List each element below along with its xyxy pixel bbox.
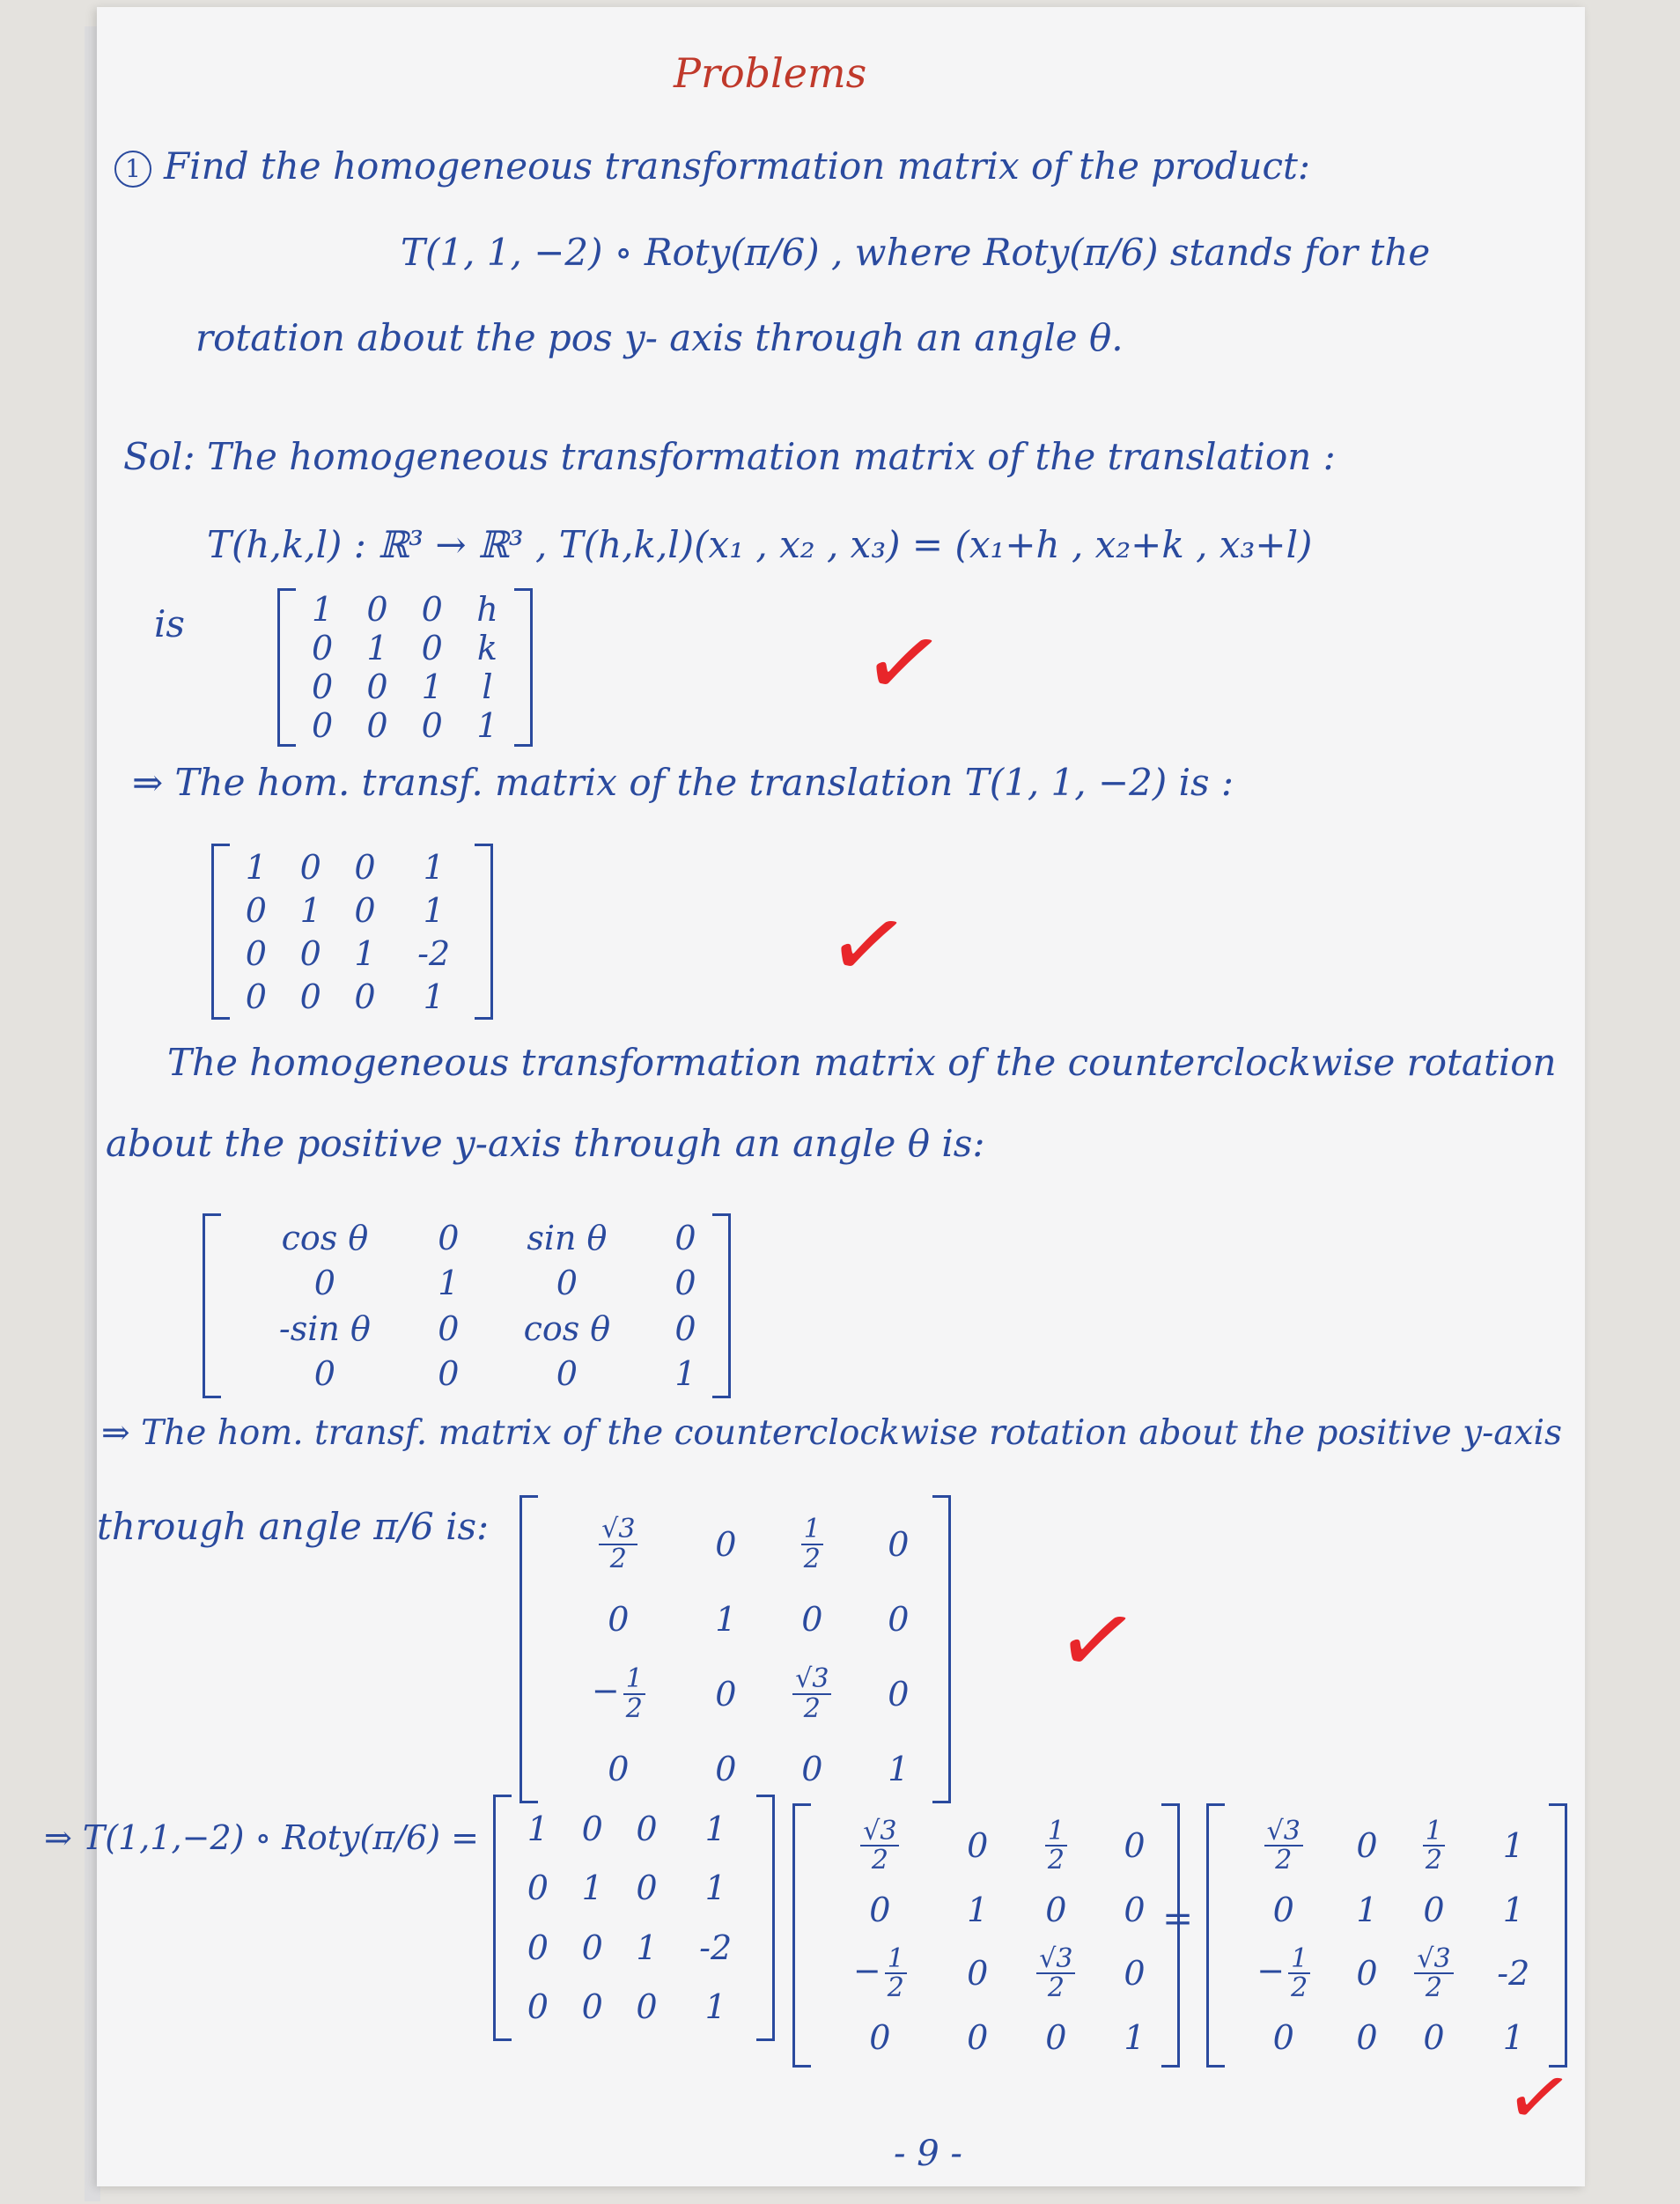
matrix-cell: 0 [1272,1890,1294,1929]
matrix-cell: 0 [299,847,321,887]
matrix-cell: 0 [366,667,388,706]
matrix-cell: 0 [438,1218,460,1257]
fraction [1045,1815,1067,1876]
matrix-cell [1224,1935,1344,2011]
matrix-cell: 0 [313,1354,335,1394]
fraction-denominator: 2 [1425,1845,1442,1876]
rotation-specific-line-1: ⇒ The hom. transf. matrix of the counterclockwise rotation about the positive y-axis [101,1413,1563,1453]
rotation-line-1: The homogeneous transformation matrix of the counterclockwise rotation [167,1041,1557,1084]
matrix-cell: 1 [423,890,445,930]
matrix-cell: 1 [1502,2017,1524,2057]
matrix-cell: 1 [421,667,443,706]
matrix-cell: 0 [245,933,267,973]
matrix-cell: 0 [967,1826,989,1866]
matrix-cell: 0 [312,706,334,745]
product-result-matrix [1206,1803,1567,2068]
solution-line: Sol: The homogeneous transformation matrix of the translation : [123,435,1336,478]
bracket-left [493,1795,512,2041]
matrix-cell: 1 [438,1264,460,1303]
page-number: - 9 - [894,2134,962,2174]
matrix-cell: 0 [1423,2017,1445,2057]
matrix-cell: 0 [299,933,321,973]
fraction-numerator: 1 [1045,1817,1067,1847]
matrix-cell: 0 [1423,1890,1445,1929]
hom-translation-line: ⇒ The hom. transf. matrix of the translation T(1, 1, −2) is : [132,761,1234,804]
matrix-cell: 0 [801,1599,823,1639]
matrix-cell: 0 [354,977,376,1016]
bracket-left [277,588,296,747]
product-factor-rotation [792,1803,1180,2068]
matrix-cell: 0 [299,977,321,1016]
bracket-right [756,1795,775,2041]
matrix-cell: 1 [1502,1826,1524,1866]
matrix-cell: 0 [715,1674,737,1714]
equals-sign: = [1162,1897,1194,1940]
matrix-cell [1006,1935,1107,2011]
matrix-cell: 1 [888,1749,910,1788]
matrix-cell: 0 [888,1674,910,1714]
bracket-right [712,1213,731,1398]
check-mark-2: ✓ [818,881,918,1008]
matrix-cell: 0 [581,1987,603,2027]
matrix-cell: 0 [1356,1826,1378,1866]
matrix-cell: 0 [527,1869,549,1908]
matrix-cell: 0 [245,977,267,1016]
matrix-cell: 0 [636,1987,658,2027]
matrix-cell: cos θ [281,1218,369,1257]
matrix-cell [542,1500,696,1589]
matrix-cell: 0 [527,1928,549,1967]
matrix-cell: 0 [608,1749,630,1788]
matrix-cell: 1 [366,629,388,667]
check-mark-3: ✓ [1047,1577,1147,1704]
matrix-cell: l [482,667,493,706]
matrix-cell: 0 [1356,2017,1378,2057]
matrix-cell: 0 [801,1749,823,1788]
matrix-cell [810,1808,950,1883]
fraction-numerator: √3 [860,1817,899,1847]
matrix-cell: 0 [1124,1890,1146,1929]
matrix-cell [1390,1808,1477,1883]
bracket-right [932,1495,951,1803]
matrix-cell: 0 [715,1749,737,1788]
fraction-denominator: 2 [871,1845,888,1876]
matrix-cell: 1 [1124,2017,1146,2057]
fraction-numerator: √3 [1414,1945,1453,1975]
matrix-cell: 0 [1272,2017,1294,2057]
matrix-cell: 0 [556,1354,578,1394]
matrix-cell [756,1649,868,1738]
matrix-cell: 1 [1356,1890,1378,1929]
matrix-cell: 0 [421,706,443,745]
matrix-cell: 0 [527,1987,549,2027]
rotation-pi6-matrix [519,1495,951,1803]
rotation-general-matrix [203,1213,731,1398]
matrix-cell: 0 [438,1308,460,1348]
fraction-numerator: √3 [792,1665,831,1695]
matrix-cell: 0 [581,1928,603,1967]
matrix-cell: 1 [1502,1890,1524,1929]
matrix-cell [1006,1808,1107,1883]
fraction [1256,1942,1310,2004]
fraction-denominator: 2 [887,1972,904,2004]
fraction-denominator: 2 [1275,1845,1293,1876]
matrix-cell: 1 [715,1599,737,1639]
matrix-cell: 0 [674,1264,696,1303]
matrix-cell: 1 [636,1928,658,1967]
matrix-cell: 0 [421,629,443,667]
matrix-cell: 1 [423,847,445,887]
matrix-cell: sin θ [527,1218,608,1257]
bracket-right [475,844,493,1020]
fraction-denominator: 2 [1047,1972,1065,2004]
fraction [1414,1942,1453,2004]
fraction-denominator: 2 [1291,1972,1308,2004]
translation-general-matrix [277,588,533,747]
matrix-cell: 0 [608,1599,630,1639]
fraction-numerator: 1 [885,1945,907,1975]
matrix-cell: 0 [556,1264,578,1303]
fraction [1423,1815,1445,1876]
matrix-cell [1390,1935,1477,2011]
matrix-cell: 0 [421,590,443,629]
matrix-cell: h [476,590,498,629]
matrix-cell: cos θ [523,1308,611,1348]
matrix-cell: 0 [313,1264,335,1303]
problem-number: 1 [114,151,151,188]
fraction-numerator: 1 [801,1515,823,1545]
problem-text-1: Find the homogeneous transformation matrix of the product: [164,144,1311,188]
bracket-left [211,844,230,1020]
is-label: is [154,602,185,645]
matrix-cell: 0 [438,1354,460,1394]
matrix-cell: 1 [476,706,498,745]
minus-sign: − [1256,1950,1286,1990]
rotation-line-2: about the positive y-axis through an angle θ is: [106,1122,985,1165]
fraction-denominator: 2 [609,1543,627,1574]
fraction [1264,1815,1303,1876]
matrix-cell: 0 [869,2017,891,2057]
fraction [591,1663,645,1724]
matrix-cell: 0 [888,1524,910,1564]
matrix-cell: 1 [423,977,445,1016]
matrix-cell: 0 [1045,1890,1067,1929]
fraction-numerator: √3 [1036,1945,1075,1975]
fraction [792,1663,831,1724]
matrix-cell: 0 [354,890,376,930]
minus-sign: − [852,1950,881,1990]
matrix-cell: 0 [581,1809,603,1848]
matrix-cell: 0 [636,1809,658,1848]
page-title: Problems [674,49,867,97]
matrix-cell [756,1500,868,1589]
problem-line-2: T(1, 1, −2) ∘ Roty(π/6) , where Roty(π/6) stands for the [401,231,1431,274]
matrix-cell: 1 [674,1354,696,1394]
matrix-cell: 1 [704,1869,726,1908]
product-label: ⇒ T(1,1,−2) ∘ Roty(π/6) = [44,1818,479,1857]
matrix-cell: -2 [417,933,451,973]
bracket-left [1206,1803,1225,2068]
translation-map-line: T(h,k,l) : ℝ³ → ℝ³ , T(h,k,l)(x₁ , x₂ , x₃) = (x₁+h , x₂+k , x₃+l) [207,523,1313,566]
check-mark-1: ✓ [853,600,954,726]
fraction-denominator: 2 [1047,1845,1065,1876]
matrix-cell: k [476,629,497,667]
fraction [852,1942,907,2004]
fraction-numerator: 1 [623,1665,645,1695]
matrix-cell: 1 [967,1890,989,1929]
matrix-cell: 0 [967,1954,989,1994]
matrix-cell: 0 [636,1869,658,1908]
matrix-cell: 0 [312,667,334,706]
fraction [599,1514,637,1574]
matrix-cell: 0 [312,629,334,667]
fraction-denominator: 2 [1425,1972,1442,2004]
matrix-cell: 0 [674,1308,696,1348]
translation-specific-matrix [211,844,493,1020]
check-mark-4: ✓ [1498,2046,1581,2149]
matrix-cell: 0 [869,1890,891,1929]
matrix-cell: 0 [888,1599,910,1639]
matrix-cell: -sin θ [278,1308,371,1348]
bracket-left [792,1803,811,2068]
matrix-cell: 0 [674,1218,696,1257]
bracket-right [1549,1803,1567,2068]
fraction [860,1815,899,1876]
matrix-cell: 1 [527,1809,549,1848]
minus-sign: − [591,1671,620,1711]
product-factor-translation [493,1795,775,2041]
bracket-right [514,588,533,747]
fraction-numerator: 1 [1288,1945,1310,1975]
fraction-denominator: 2 [625,1692,643,1724]
matrix-cell: 0 [1124,1954,1146,1994]
matrix-cell: 0 [1045,2017,1067,2057]
matrix-cell: 1 [704,1809,726,1848]
matrix-cell: -2 [1497,1954,1530,1994]
fraction-numerator: √3 [1264,1817,1303,1847]
matrix-cell: 0 [967,2017,989,2057]
matrix-cell [1224,1808,1344,1883]
matrix-cell [810,1935,950,2011]
matrix-cell: 0 [1356,1954,1378,1994]
matrix-cell: 1 [704,1987,726,2027]
matrix-cell [542,1649,696,1738]
fraction-denominator: 2 [803,1692,821,1724]
bracket-left [519,1495,538,1803]
matrix-cell: 0 [245,890,267,930]
paper-sheet [44,7,1585,2186]
matrix-cell: 0 [366,590,388,629]
matrix-cell: 1 [312,590,334,629]
problem-line-3: rotation about the pos y- axis through an angle θ. [195,316,1124,359]
matrix-cell: 0 [1124,1826,1146,1866]
matrix-cell: 1 [581,1869,603,1908]
fraction-denominator: 2 [803,1543,821,1574]
matrix-cell: -2 [699,1928,733,1967]
fraction-numerator: √3 [599,1515,637,1545]
matrix-cell: 1 [245,847,267,887]
matrix-cell: 1 [354,933,376,973]
fraction [1036,1942,1075,2004]
matrix-cell: 1 [299,890,321,930]
matrix-cell: 0 [366,706,388,745]
matrix-cell: 0 [715,1524,737,1564]
rotation-specific-line-2: through angle π/6 is: [97,1505,490,1548]
problem-line-1 [114,144,1311,188]
matrix-cell: 0 [354,847,376,887]
fraction [801,1514,823,1574]
bracket-left [203,1213,221,1398]
fraction-numerator: 1 [1423,1817,1445,1847]
